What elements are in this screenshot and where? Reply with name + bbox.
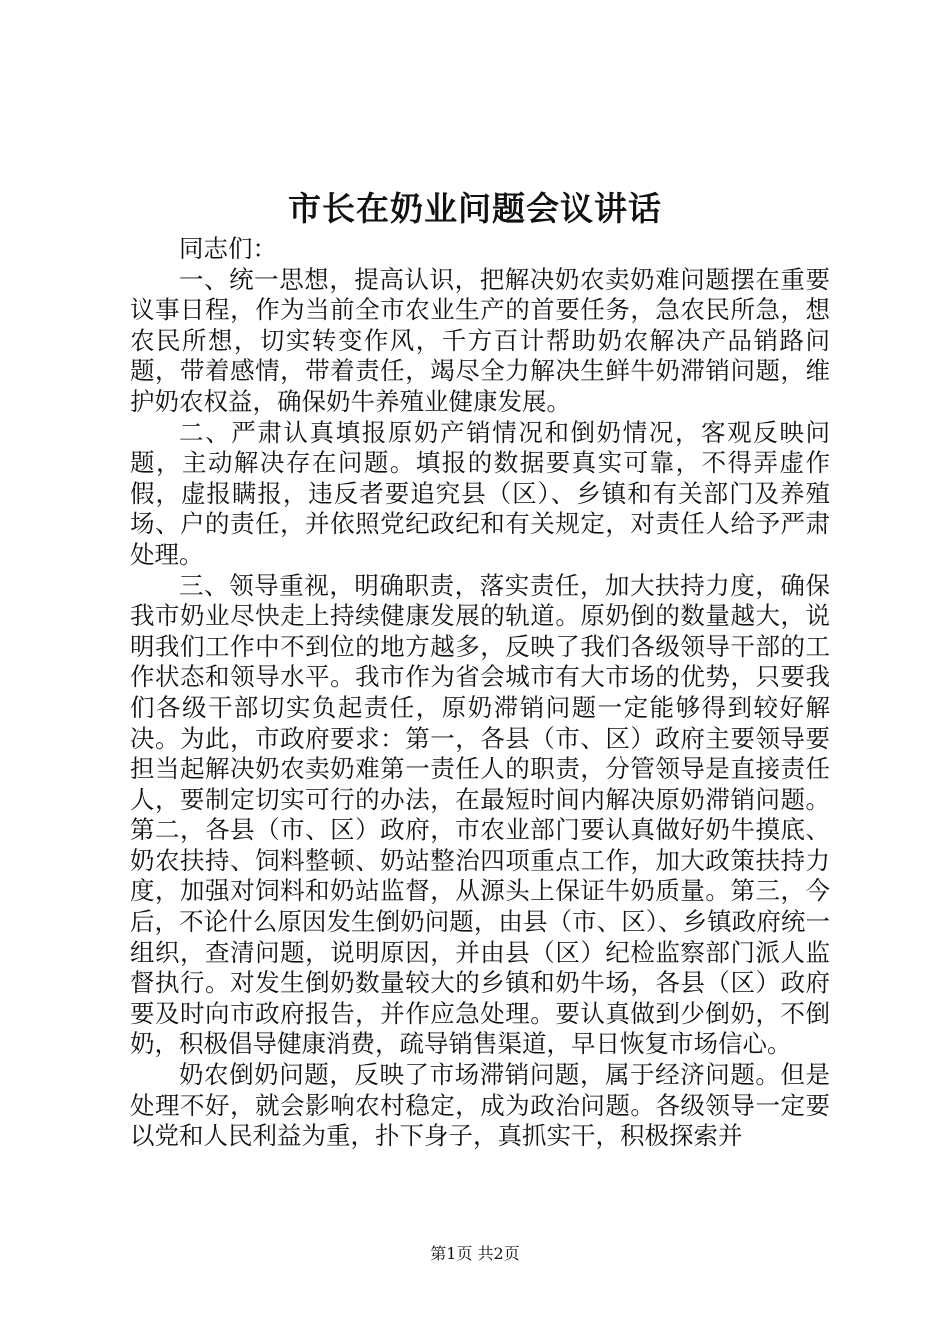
page-number-footer: 第1页 共2页 [430,1244,520,1263]
document-body [130,234,830,1152]
body-paragraph-4: 奶农倒奶问题，反映了市场滞销问题，属于经济问题。但是处理不好，就会影响农村稳定，成为政治问题。各级领导一定要以党和人民利益为重，扑下身子，真抓实干，积极探索并 [130,1060,830,1151]
body-paragraph-1: 一、统一思想，提高认识，把解决奶农卖奶难问题摆在重要议事日程，作为当前全市农业生产的首要任务，急农民所急，想农民所想，切实转变作风，千方百计帮助奶农解决产品销路问题，带着感情，带着责任，竭尽全力解决生鲜牛奶滞销问题，维护奶农权益，确保奶牛养殖业健康发展。 [130,264,830,416]
body-paragraph-2: 二、严肃认真填报原奶产销情况和倒奶情况，客观反映问题，主动解决存在问题。填报的数据要真实可靠，不得弄虚作假，虚报瞒报，违反者要追究县（区）、乡镇和有关部门及养殖场、户的责任，并依照党纪政纪和有关规定，对责任人给予严肃处理。 [130,417,830,569]
document-title: 市长在奶业问题会议讲话 [288,189,662,228]
salutation-paragraph: 同志们： [179,234,277,263]
body-paragraph-3: 三、领导重视，明确职责，落实责任，加大扶持力度，确保我市奶业尽快走上持续健康发展的轨道。原奶倒的数量越大，说明我们工作中不到位的地方越多，反映了我们各级领导干部的工作状态和领导水平。我市作为省会城市有大市场的优势，只要我们各级干部切实负起责任，原奶滞销问题一定能够得到较好解决。为此，市政府要求：第一，各县（市、区）政府主要领导要担当起解决奶农卖奶难第一责任人的职责，分管领导是直接责任人，要制定切实可行的办法，在最短时间内解决原奶滞销问题。第二，各县（市、区）政府，市农业部门要认真做好奶牛摸底、奶农扶持、饲料整顿、奶站整治四项重点工作，加大政策扶持力度，加强对饲料和奶站监督，从源头上保证牛奶质量。第三，今后，不论什么原因发生倒奶问题，由县（市、区）、乡镇政府统一组织，查清问题，说明原因，并由县（区）纪检监察部门派人监督执行。对发生倒奶数量较大的乡镇和奶牛场，各县（区）政府要及时向市政府报告，并作应急处理。要认真做到少倒奶，不倒奶，积极倡导健康消费，疏导销售渠道，早日恢复市场信心。 [130,570,830,1059]
